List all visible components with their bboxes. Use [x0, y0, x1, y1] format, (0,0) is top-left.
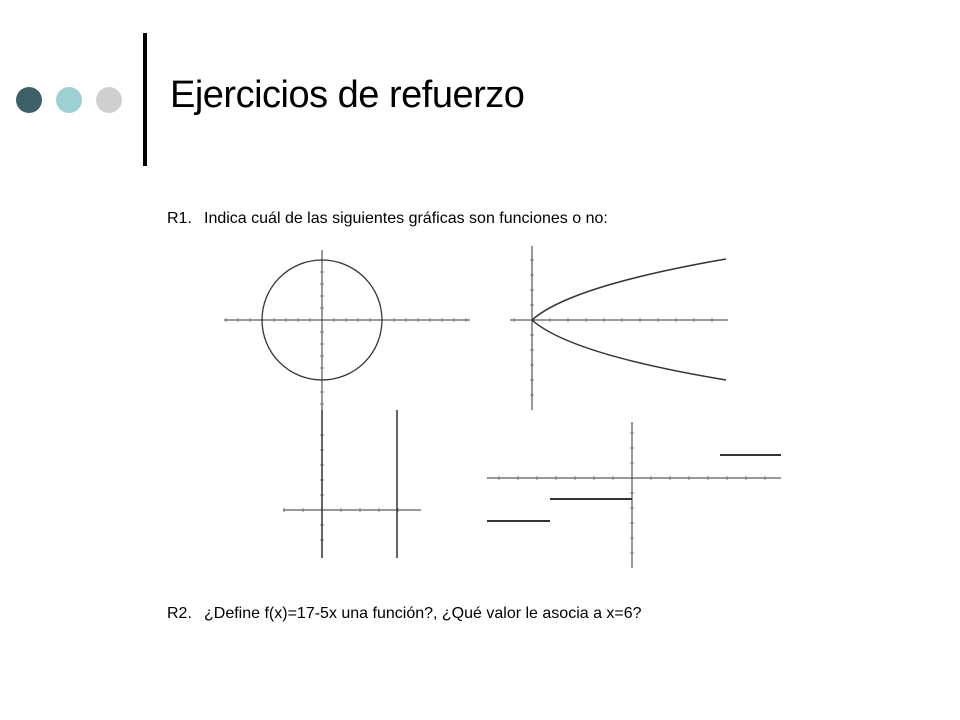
- graph-vertical-lines: [283, 410, 421, 558]
- bullet-dot-dark: [16, 87, 42, 113]
- question-text: ¿Define f(x)=17-5x una función?, ¿Qué valor le asocia a x=6?: [204, 605, 642, 622]
- graph-parabola: [510, 246, 728, 410]
- bullet-dot-grey: [96, 87, 122, 113]
- title-divider: [143, 33, 147, 166]
- question-text: Indica cuál de las siguientes gráficas son funciones o no:: [204, 210, 608, 227]
- question-number: R1.: [167, 210, 192, 227]
- bullet-dot-teal: [56, 87, 82, 113]
- question-r1: [167, 210, 608, 228]
- question-r2: [167, 605, 642, 623]
- graph-step-function: [487, 422, 781, 568]
- graph-circle: [224, 250, 470, 410]
- question-number: R2.: [167, 605, 192, 622]
- slide-title: Ejercicios de refuerzo: [170, 74, 525, 116]
